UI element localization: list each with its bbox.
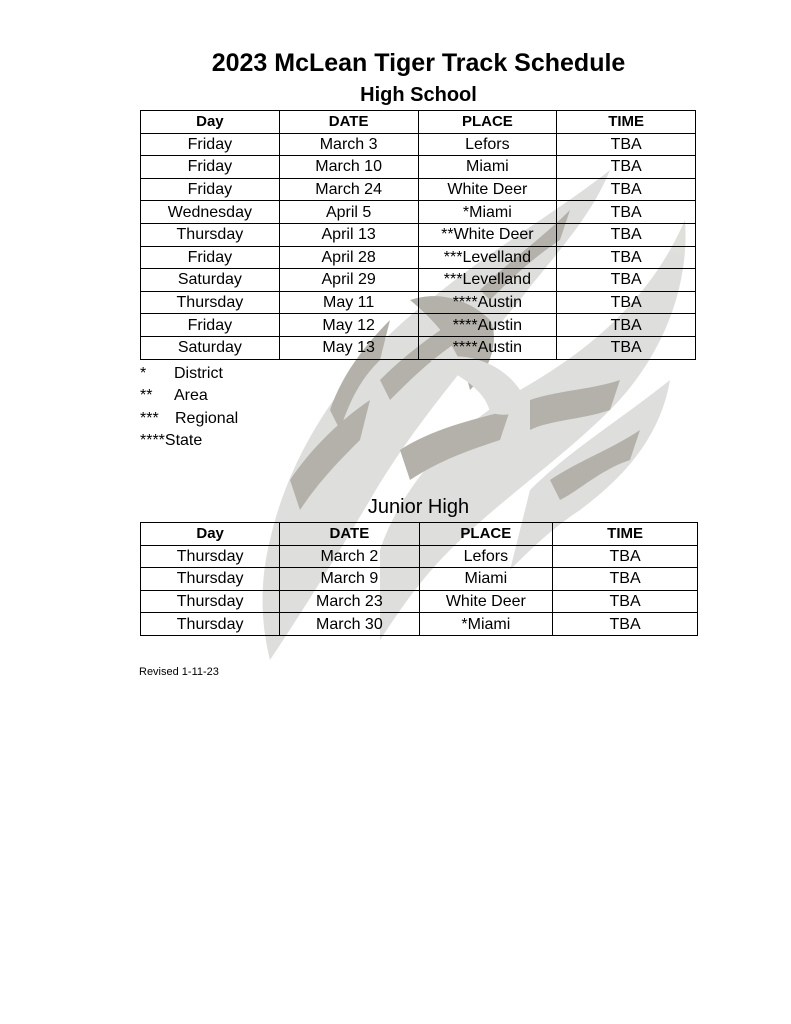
table-row <box>141 336 696 359</box>
column-header-place: PLACE <box>419 523 553 546</box>
table-row <box>141 178 696 201</box>
legend-mark: *** <box>140 409 159 427</box>
legend-mark: * <box>140 365 147 382</box>
cell-place: ****Austin <box>418 291 557 314</box>
cell-day: Wednesday <box>141 201 280 224</box>
cell-date: March 9 <box>280 568 419 591</box>
table-row <box>141 269 696 292</box>
cell-time: TBA <box>557 336 696 359</box>
cell-day: Thursday <box>141 590 280 613</box>
table-row <box>141 246 696 269</box>
table-header-row <box>141 523 698 546</box>
cell-place: White Deer <box>419 590 553 613</box>
cell-place: Lefors <box>418 133 557 156</box>
cell-date: April 29 <box>279 269 418 292</box>
high-school-schedule-table <box>140 110 696 360</box>
table-row <box>141 314 696 337</box>
cell-time: TBA <box>553 590 698 613</box>
column-header-date: DATE <box>279 111 418 134</box>
cell-place: *Miami <box>418 201 557 224</box>
cell-day: Thursday <box>141 545 280 568</box>
legend-label: District <box>174 365 223 382</box>
cell-date: March 24 <box>279 178 418 201</box>
column-header-day: Day <box>141 523 280 546</box>
cell-date: April 28 <box>279 246 418 269</box>
cell-day: Thursday <box>141 613 280 636</box>
column-header-date: DATE <box>280 523 419 546</box>
table-row <box>141 156 696 179</box>
junior-high-schedule-table <box>140 522 698 636</box>
cell-day: Friday <box>141 314 280 337</box>
legend-item <box>140 408 238 430</box>
cell-place: Miami <box>419 568 553 591</box>
legend-mark: ** <box>140 387 153 405</box>
cell-place: Miami <box>418 156 557 179</box>
legend-item <box>140 385 238 407</box>
cell-day: Thursday <box>141 568 280 591</box>
cell-date: March 23 <box>280 590 419 613</box>
table-row <box>141 133 696 156</box>
legend-label: Regional <box>175 409 239 427</box>
column-header-day: Day <box>141 111 280 134</box>
legend-label: Area <box>174 387 208 405</box>
table-row <box>141 568 698 591</box>
cell-day: Friday <box>141 133 280 156</box>
cell-date: April 13 <box>279 223 418 246</box>
legend-mark: **** <box>140 431 165 449</box>
cell-day: Friday <box>141 246 280 269</box>
cell-time: TBA <box>553 568 698 591</box>
cell-day: Saturday <box>141 336 280 359</box>
table-row <box>141 613 698 636</box>
table-header-row <box>141 111 696 134</box>
cell-date: March 10 <box>279 156 418 179</box>
cell-date: March 2 <box>280 545 419 568</box>
cell-time: TBA <box>557 269 696 292</box>
cell-time: TBA <box>557 133 696 156</box>
cell-place: ***Levelland <box>418 269 557 292</box>
column-header-place: PLACE <box>418 111 557 134</box>
legend <box>140 363 238 452</box>
cell-time: TBA <box>557 246 696 269</box>
junior-high-heading: Junior High <box>367 496 470 518</box>
cell-time: TBA <box>557 314 696 337</box>
cell-day: Friday <box>141 156 280 179</box>
revised-date: Revised 1-11-23 <box>139 666 219 678</box>
column-header-time: TIME <box>553 523 698 546</box>
page-title: 2023 McLean Tiger Track Schedule <box>211 49 626 77</box>
cell-date: March 3 <box>279 133 418 156</box>
cell-place: White Deer <box>418 178 557 201</box>
cell-time: TBA <box>557 201 696 224</box>
cell-date: May 13 <box>279 336 418 359</box>
cell-place: ***Levelland <box>418 246 557 269</box>
cell-place: *Miami <box>419 613 553 636</box>
cell-date: May 11 <box>279 291 418 314</box>
column-header-time: TIME <box>557 111 696 134</box>
cell-place: Lefors <box>419 545 553 568</box>
legend-label: State <box>164 431 203 449</box>
table-row <box>141 201 696 224</box>
high-school-heading: High School <box>360 84 477 106</box>
cell-time: TBA <box>557 178 696 201</box>
cell-time: TBA <box>553 613 698 636</box>
cell-place: **White Deer <box>418 223 557 246</box>
cell-day: Thursday <box>141 223 280 246</box>
legend-item <box>140 363 238 385</box>
cell-date: April 5 <box>279 201 418 224</box>
cell-time: TBA <box>557 291 696 314</box>
cell-time: TBA <box>557 223 696 246</box>
table-row <box>141 545 698 568</box>
cell-date: May 12 <box>279 314 418 337</box>
table-row <box>141 291 696 314</box>
legend-item <box>140 430 238 452</box>
cell-place: ****Austin <box>418 336 557 359</box>
cell-day: Thursday <box>141 291 280 314</box>
cell-day: Friday <box>141 178 280 201</box>
table-row <box>141 590 698 613</box>
cell-time: TBA <box>553 545 698 568</box>
cell-time: TBA <box>557 156 696 179</box>
cell-place: ****Austin <box>418 314 557 337</box>
cell-date: March 30 <box>280 613 419 636</box>
table-row <box>141 223 696 246</box>
cell-day: Saturday <box>141 269 280 292</box>
